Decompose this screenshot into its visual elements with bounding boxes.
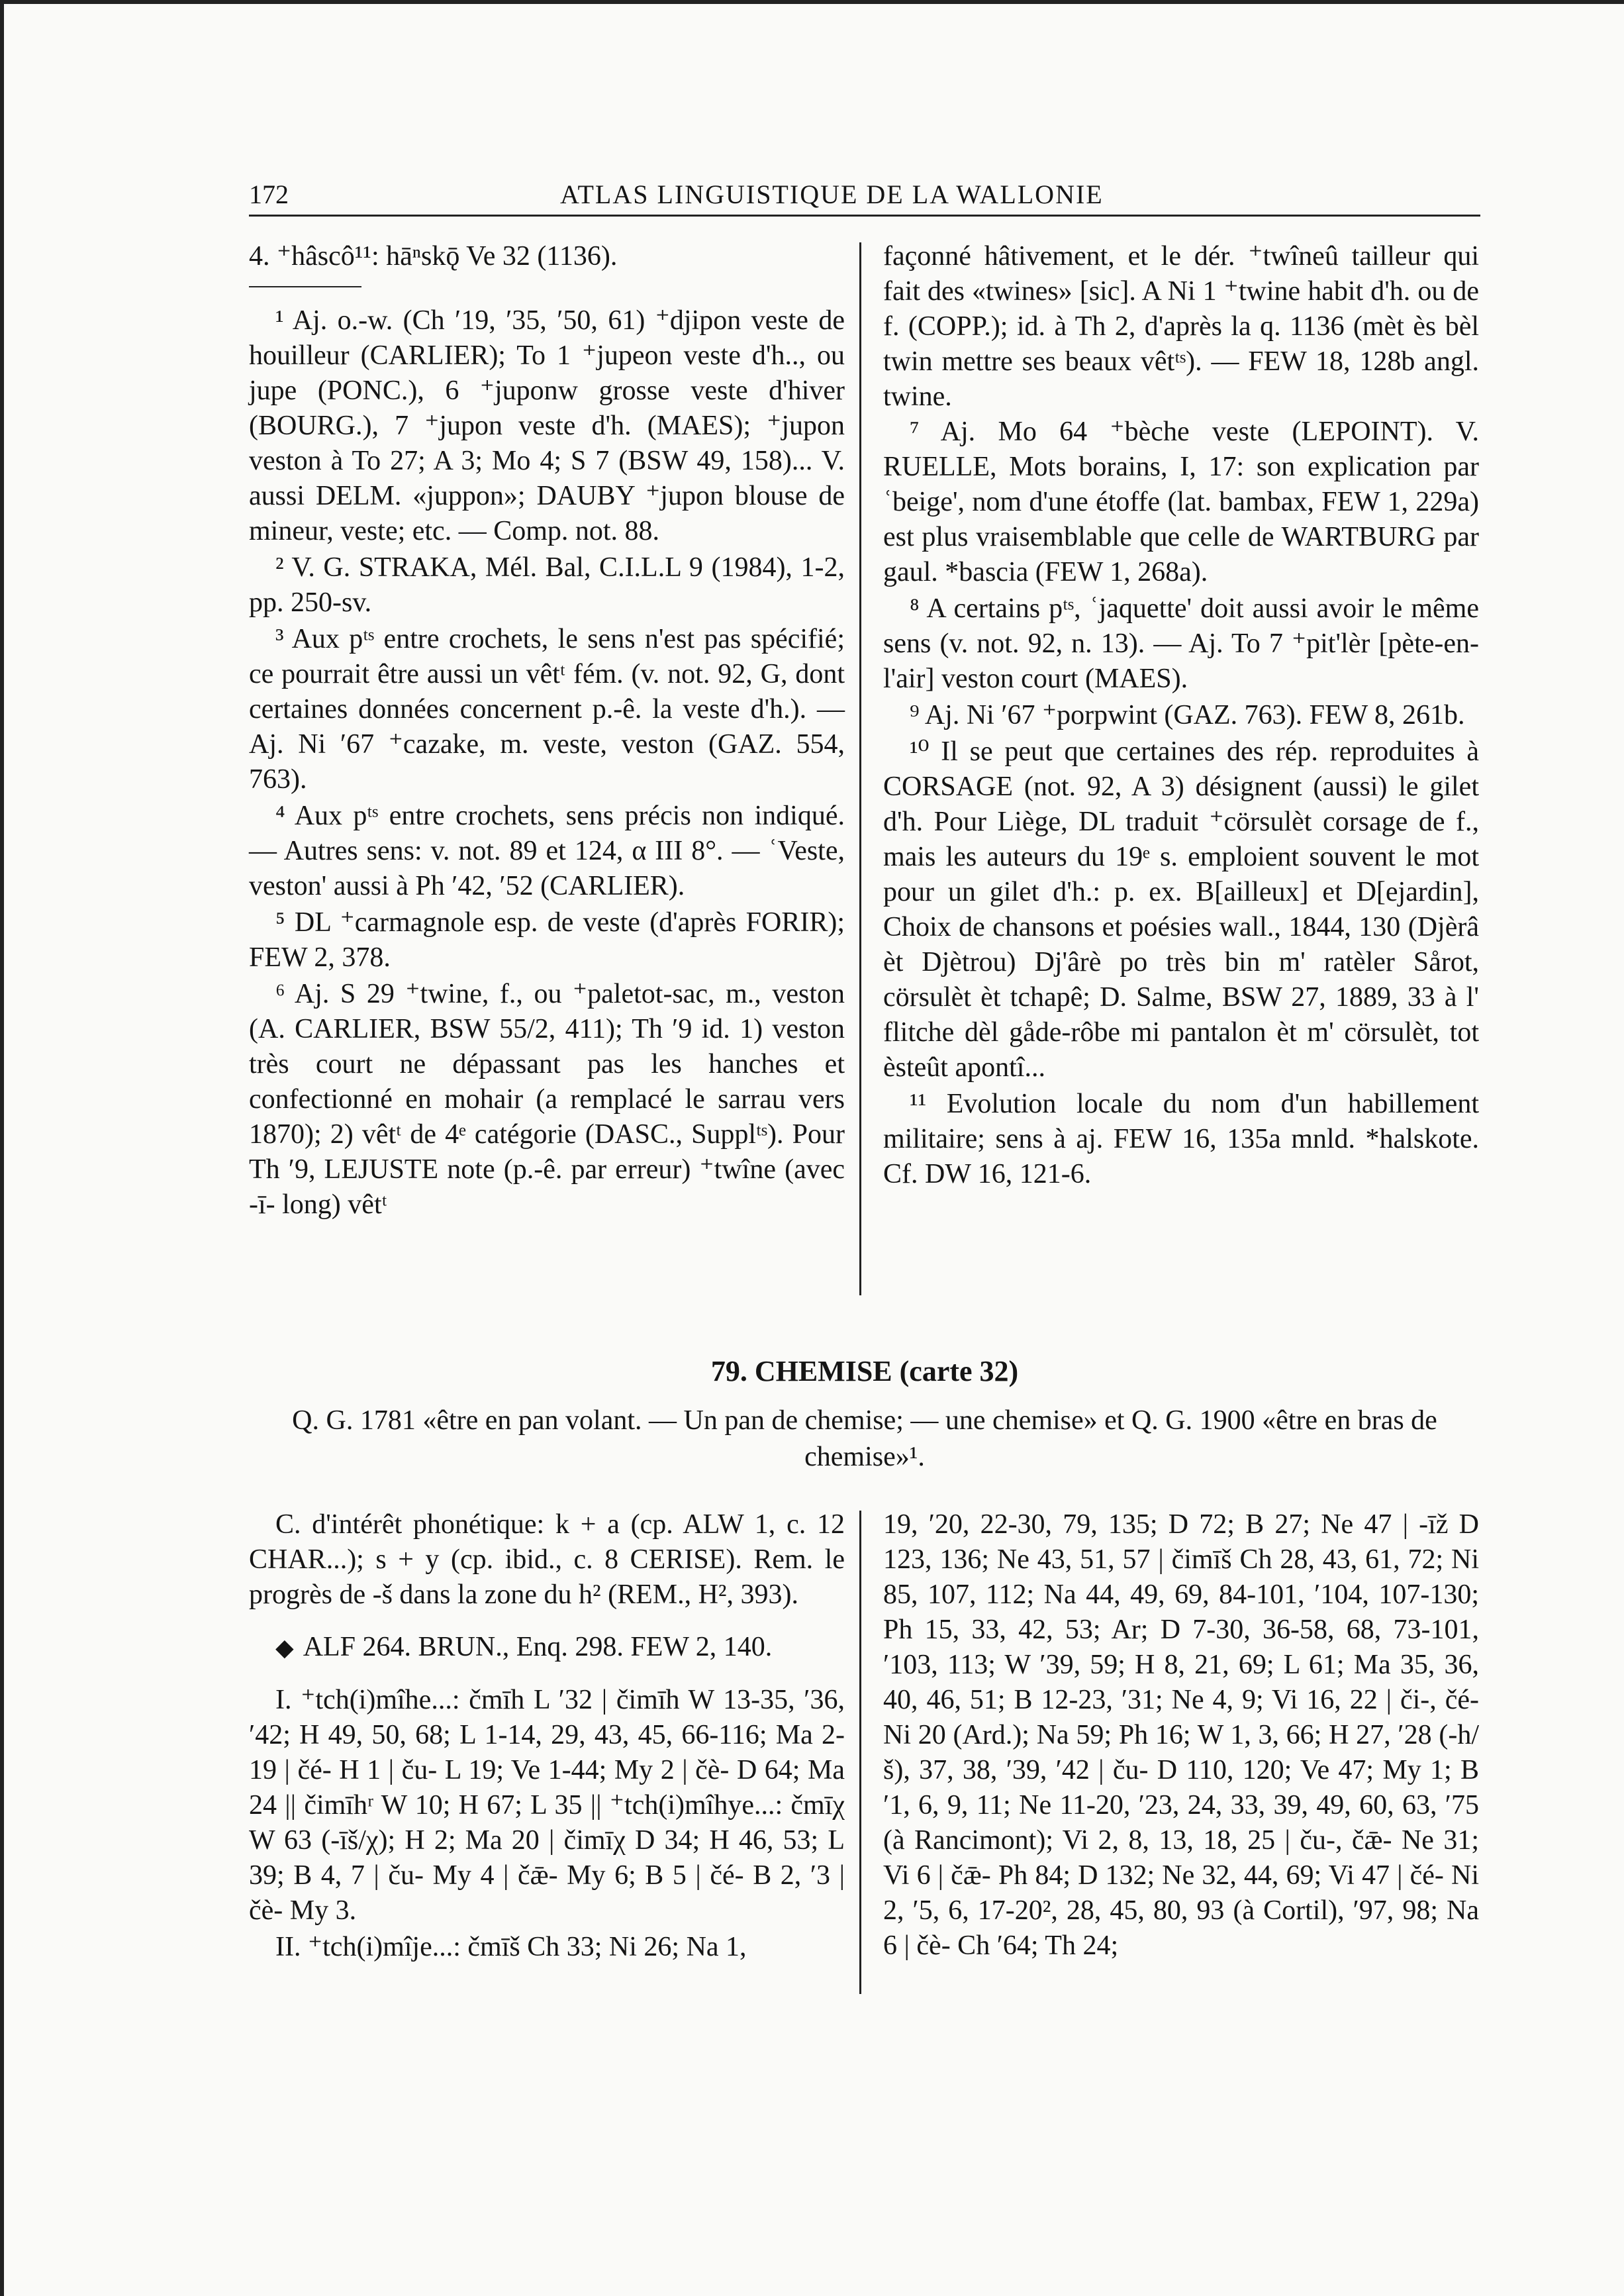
footnote-rule bbox=[249, 286, 361, 287]
footnote: ¹⁰ Il se peut que certaines des rép. reproduites à CORSAGE (not. 92, A 3) désignent (aussi) le gilet d'h. Pour Liège, DL traduit ⁺cörsulèt corsage de f., mais les auteurs du 19ᵉ s. emploient souvent le mot pour un gilet d'h.: p. ex. B[ailleux] et D[ejardin], Choix de chansons et poésies wall., 1844, 130 (Djèrâ èt Djètrou) Dj'ârè po très bin m' ratèler Sårot, cörsulèt èt tchapê; D. Salme, BSW 27, 1889, 33 à l' flitche dèl gåde-rôbe mi pantalon èt m' cörsulèt, tot èsteût apontî... bbox=[883, 736, 1479, 1083]
footnote: ⁹ Aj. Ni ′67 ⁺porpwint (GAZ. 763). FEW 8, 261b. bbox=[910, 700, 1465, 730]
column-divider-top bbox=[859, 242, 861, 1295]
footnote: ¹ Aj. o.-w. (Ch ′19, ′35, ′50, 61) ⁺djipon veste de houilleur (CARLIER); To 1 ⁺jupeon veste d'h.., ou jupe (PONC.), 6 ⁺juponw grosse veste d'hiver (BOURG.), 7 ⁺jupon veste d'h. (MAES); ⁺jupon veston à To 27; A 3; Mo 4; S 7 (BSW 49, 158)... V. aussi DELM. «juppon»; DAUBY ⁺jupon blouse de mineur, veste; etc. — Comp. not. 88. bbox=[249, 305, 845, 546]
footnote-continuation: façonné hâtivement, et le dér. ⁺twîneû tailleur qui fait des «twines» [sic]. A Ni 1 ⁺twine habit d'h. ou de f. (COPP.); id. à Th 2, d'après la q. 1136 (mèt ès bèl twin mettre ses beaux vêtᵗˢ). — FEW 18, 128b angl. twine. bbox=[883, 241, 1479, 412]
footnote: ⁸ A certains pᵗˢ, ʿjaquette' doit aussi avoir le même sens (v. not. 92, n. 13). — Aj. To 7 ⁺pit'lèr [pète-en-l'air] veston court (MAES). bbox=[883, 593, 1479, 694]
section-heading: 79. CHEMISE (carte 32) bbox=[710, 1355, 1019, 1387]
section-question: Q. G. 1781 «être en pan volant. — Un pan de chemise; — une chemise» et Q. G. 1900 «être en bras de chemise»¹. bbox=[292, 1405, 1437, 1472]
diamond-icon: ◆ bbox=[275, 1634, 294, 1661]
form-group-continuation: 19, ′20, 22-30, 79, 135; D 72; B 27; Ne 47 | -īž D 123, 136; Ne 43, 51, 57 | čimīš Ch 28, 43, 61, 72; Ni 85, 107, 112; Na 44, 49, 69, 84-101, ′104, 107-130; Ph 15, 33, 42, 53; Ar; D 7-30, 36-58, 68, 73-101, ′103, 113; W ′39, 59; H 8, 21, 69; L 61; Ma 35, 36, 40, 46, 51; B 12-23, ′31; Ne 4, 9; Vi 16, 22 | či-, čé- Ni 20 (Ard.); Na 59; Ph 16; W 1, 3, 66; H 27, ′28 (-h/š), 37, 38, ′39, ′42 | ču- D 110, 120; Ve 47; My 1; B ′1, 6, 9, 11; Ne 11-20, ′23, 24, 33, 39, 49, 60, 63, ′75 (à Rancimont); Vi 2, 8, 13, 18, 25 | ču-, čǣ- Ne 31; Vi 6 | čǣ- Ph 84; D 132; Ne 32, 44, 69; Vi 47 | čé- Ni 2, ′5, 6, 17-20², 28, 45, 80, 93 (à Cortil), ′97, 98; Na 6 | čè- Ch ′64; Th 24; bbox=[883, 1509, 1479, 1961]
page-number: 172 bbox=[249, 179, 289, 209]
running-head bbox=[249, 175, 1480, 217]
phonetic-note: C. d'intérêt phonétique: k + a (cp. ALW 1, c. 12 CHAR...); s + y (cp. ibid., c. 8 CERISE). Rem. le progrès de -š dans la zone du h² (REM., H², 393). bbox=[249, 1509, 845, 1610]
entry-4: 4. ⁺hâscô¹¹: hāⁿskǭ Ve 32 (1136). bbox=[249, 241, 618, 272]
footnote: ³ Aux pᵗˢ entre crochets, le sens n'est pas spécifié; ce pourrait être aussi un vêtᵗ fém. (v. not. 92, G, dont certaines données concernent p.-ê. la veste d'h.). — Aj. Ni ′67 ⁺cazake, m. veste, veston (GAZ. 554, 763). bbox=[249, 624, 845, 795]
footnote: ⁴ Aux pᵗˢ entre crochets, sens précis non indiqué. — Autres sens: v. not. 89 et 124, α III 8°. — ʿVeste, veston' aussi à Ph ′42, ′52 (CARLIER). bbox=[249, 801, 845, 901]
column-divider-bottom bbox=[859, 1511, 861, 1994]
body-right-column bbox=[883, 1507, 1479, 1964]
form-group-i: I. ⁺tch(i)mîhe...: čmīh L ′32 | čimīh W 13-35, ′36, ′42; H 49, 50, 68; L 1-14, 29, 43, 45, 66-116; Ma 2-19 | čé- H 1 | ču- L 19; Ve 1-44; My 2 | čè- D 64; Ma 24 || čimīhʳ W 10; H 67; L 35 || ⁺tch(i)mîhye...: čmīχ W 63 (-īš/χ); H 2; Ma 20 | čimīχ D 34; H 46, 53; L 39; B 4, 7 | ču- My 4 | čǣ- My 6; B 5 | čé- B 2, ′3 | čè- My 3. bbox=[249, 1685, 845, 1926]
footnotes-left-column bbox=[249, 239, 845, 1223]
references-line bbox=[249, 1630, 845, 1666]
footnote: ² V. G. STRAKA, Mél. Bal, C.I.L.L 9 (1984), 1-2, pp. 250-sv. bbox=[249, 552, 845, 618]
footnote: ⁷ Aj. Mo 64 ⁺bèche veste (LEPOINT). V. RUELLE, Mots borains, I, 17: son explication par ʿbeige', nom d'une étoffe (lat. bambax, FEW 1, 229a) est plus vraisemblable que celle de WARTBURG par gaul. *bascia (FEW 1, 268a). bbox=[883, 417, 1479, 587]
footnotes-right-column bbox=[883, 239, 1479, 1192]
footnote: ¹¹ Evolution locale du nom d'un habillement militaire; sens à aj. FEW 16, 135a mnld. *halskote. Cf. DW 16, 121-6. bbox=[883, 1089, 1479, 1189]
footnote: ⁵ DL ⁺carmagnole esp. de veste (d'après FORIR); FEW 2, 378. bbox=[249, 907, 845, 973]
running-title: ATLAS LINGUISTIQUE DE LA WALLONIE bbox=[560, 179, 1104, 209]
footnote: ⁶ Aj. S 29 ⁺twine, f., ou ⁺paletot-sac, m., veston (A. CARLIER, BSW 55/2, 411); Th ′9 id. 1) veston très court ne dépassant pas les hanches et confectionné en mohair (a remplacé le sarrau vers 1870); 2) vêtᵗ de 4ᵉ catégorie (DASC., Supplᵗˢ). Pour Th ′9, LEJUSTE note (p.-ê. par erreur) ⁺twîne (avec -ī- long) vêtᵗ bbox=[249, 979, 845, 1220]
references-text: ALF 264. BRUN., Enq. 298. FEW 2, 140. bbox=[303, 1632, 773, 1662]
form-group-ii: II. ⁺tch(i)mîje...: čmīš Ch 33; Ni 26; Na 1, bbox=[275, 1932, 747, 1962]
body-left-column bbox=[249, 1507, 845, 1965]
